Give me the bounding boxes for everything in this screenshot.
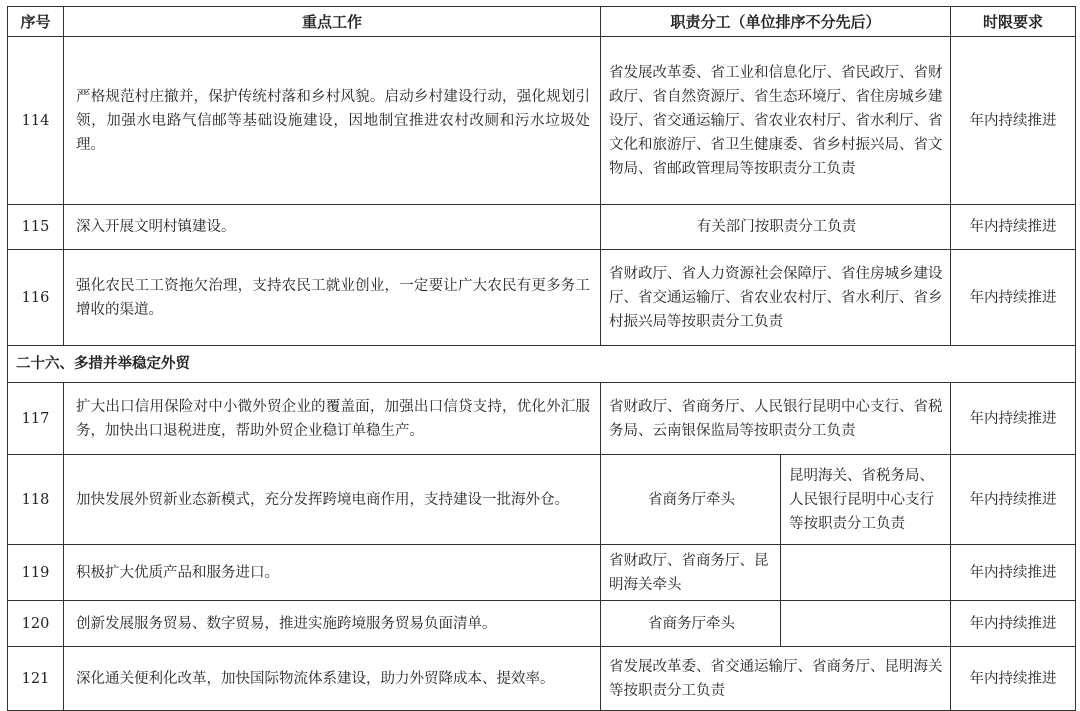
row-number: 117 xyxy=(8,383,64,455)
row-work: 深化通关便利化改革，加快国际物流体系建设，助力外贸降成本、提效率。 xyxy=(64,647,601,711)
header-row xyxy=(8,7,1076,37)
key-work-table xyxy=(7,6,1076,711)
row-deadline: 年内持续推进 xyxy=(951,205,1076,250)
row-work: 加快发展外贸新业态新模式，充分发挥跨境电商作用，支持建设一批海外仓。 xyxy=(64,455,601,545)
table-row xyxy=(8,37,1076,205)
row-deadline: 年内持续推进 xyxy=(951,250,1076,346)
table-row xyxy=(8,647,1076,711)
row-number: 116 xyxy=(8,250,64,346)
row-cooperating-units xyxy=(781,545,951,601)
table-row xyxy=(8,250,1076,346)
row-lead-unit: 省商务厅牵头 xyxy=(601,601,781,647)
row-work: 强化农民工工资拖欠治理，支持农民工就业创业，一定要让广大农民有更多务工增收的渠道。 xyxy=(64,250,601,346)
row-number: 114 xyxy=(8,37,64,205)
row-deadline: 年内持续推进 xyxy=(951,383,1076,455)
row-deadline: 年内持续推进 xyxy=(951,455,1076,545)
row-work: 积极扩大优质产品和服务进口。 xyxy=(64,545,601,601)
row-lead-unit: 省商务厅牵头 xyxy=(601,455,781,545)
row-number: 121 xyxy=(8,647,64,711)
row-number: 115 xyxy=(8,205,64,250)
header-deadline: 时限要求 xyxy=(951,7,1076,37)
row-responsibility: 省财政厅、省人力资源社会保障厅、省住房城乡建设厅、省交通运输厅、省农业农村厅、省水利厅、省乡村振兴局等按职责分工负责 xyxy=(601,250,951,346)
header-key-work: 重点工作 xyxy=(64,7,601,37)
table-row xyxy=(8,383,1076,455)
table-row xyxy=(8,545,1076,601)
row-cooperating-units: 昆明海关、省税务局、人民银行昆明中心支行等按职责分工负责 xyxy=(781,455,951,545)
row-number: 118 xyxy=(8,455,64,545)
section-row xyxy=(8,346,1076,383)
header-number: 序号 xyxy=(8,7,64,37)
row-deadline: 年内持续推进 xyxy=(951,601,1076,647)
row-responsibility: 省财政厅、省商务厅、人民银行昆明中心支行、省税务局、云南银保监局等按职责分工负责 xyxy=(601,383,951,455)
row-lead-unit: 省财政厅、省商务厅、昆明海关牵头 xyxy=(601,545,781,601)
row-number: 119 xyxy=(8,545,64,601)
row-work: 深入开展文明村镇建设。 xyxy=(64,205,601,250)
row-work: 扩大出口信用保险对中小微外贸企业的覆盖面，加强出口信贷支持，优化外汇服务，加快出口退税进度，帮助外贸企业稳订单稳生产。 xyxy=(64,383,601,455)
row-deadline: 年内持续推进 xyxy=(951,37,1076,205)
row-number: 120 xyxy=(8,601,64,647)
row-responsibility: 有关部门按职责分工负责 xyxy=(601,205,951,250)
row-cooperating-units xyxy=(781,601,951,647)
section-heading: 二十六、多措并举稳定外贸 xyxy=(8,346,1076,383)
row-work: 创新发展服务贸易、数字贸易，推进实施跨境服务贸易负面清单。 xyxy=(64,601,601,647)
table-row xyxy=(8,601,1076,647)
header-responsibility: 职责分工（单位排序不分先后） xyxy=(601,7,951,37)
row-deadline: 年内持续推进 xyxy=(951,647,1076,711)
table-row xyxy=(8,455,1076,545)
row-work: 严格规范村庄撤并，保护传统村落和乡村风貌。启动乡村建设行动，强化规划引领，加强水电路气信邮等基础设施建设，因地制宜推进农村改厕和污水垃圾处理。 xyxy=(64,37,601,205)
row-deadline: 年内持续推进 xyxy=(951,545,1076,601)
table-row xyxy=(8,205,1076,250)
row-responsibility: 省发展改革委、省交通运输厅、省商务厅、昆明海关等按职责分工负责 xyxy=(601,647,951,711)
row-responsibility: 省发展改革委、省工业和信息化厅、省民政厅、省财政厅、省自然资源厅、省生态环境厅、省住房城乡建设厅、省交通运输厅、省农业农村厅、省水利厅、省文化和旅游厅、省卫生健康委、省乡村振兴局、省文物局、省邮政管理局等按职责分工负责 xyxy=(601,37,951,205)
